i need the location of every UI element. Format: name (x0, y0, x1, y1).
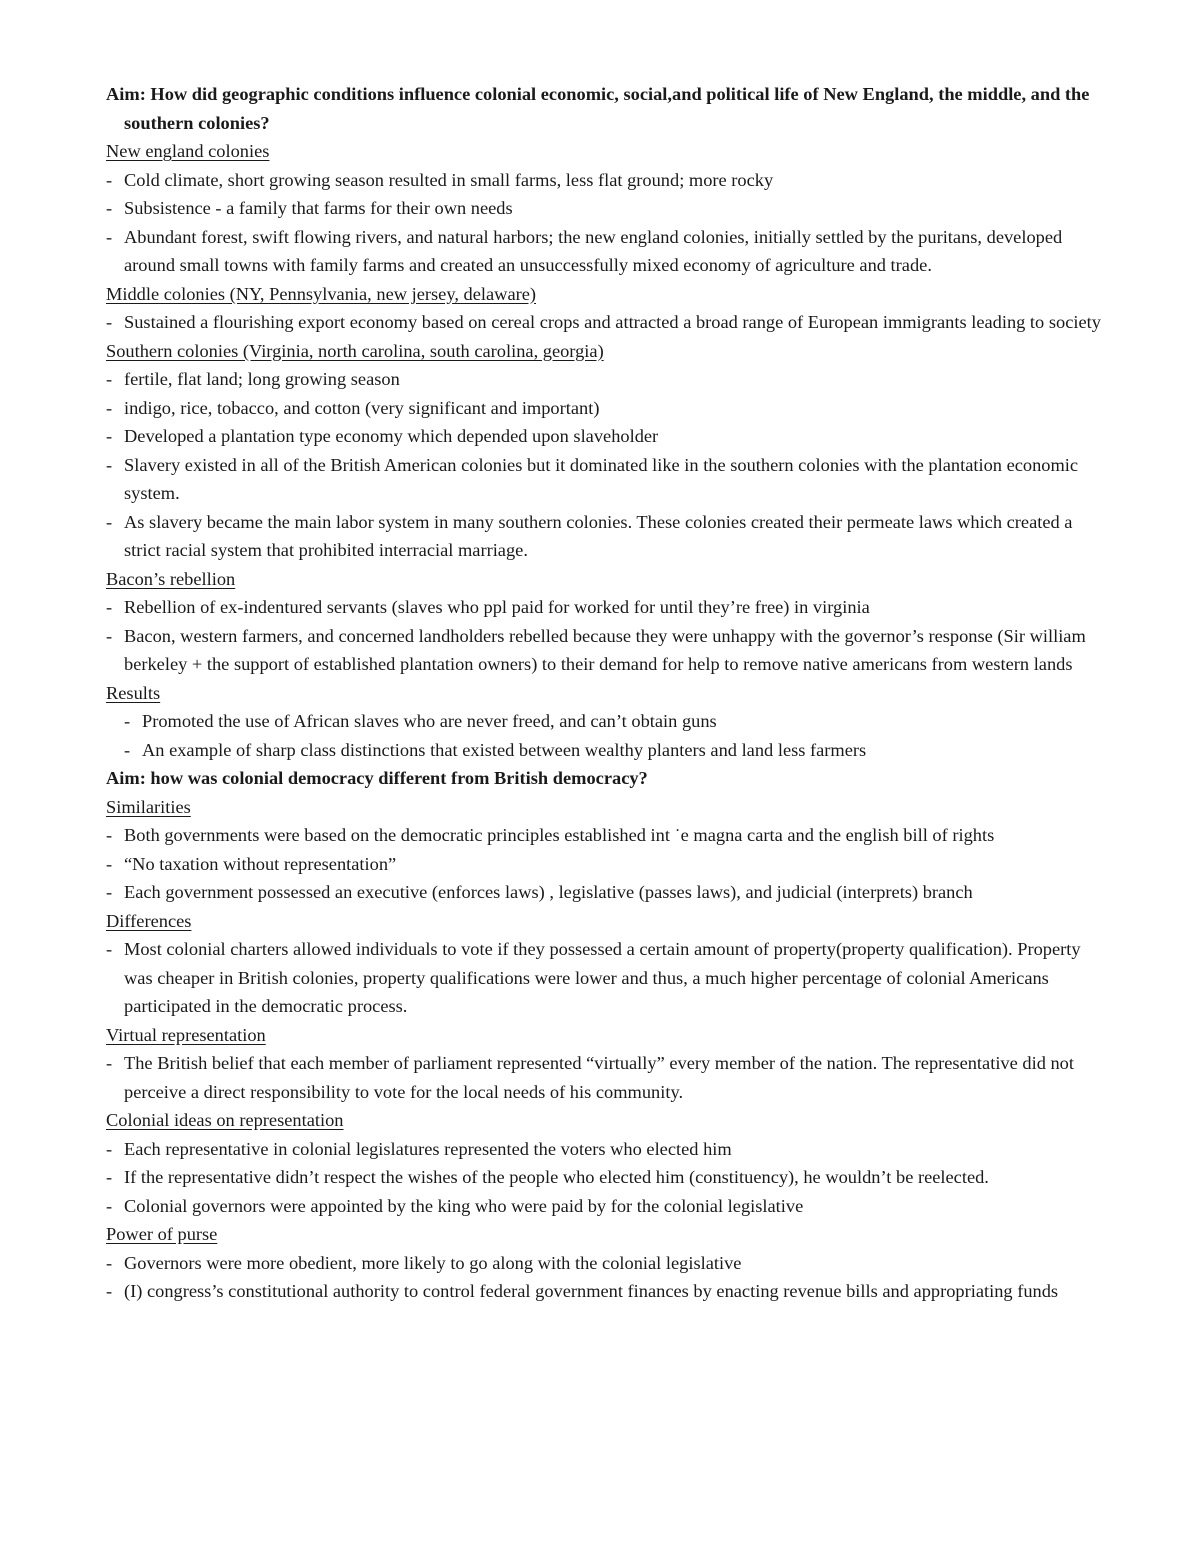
bullet-dash: - (106, 1195, 113, 1216)
list-item: - Governors were more obedient, more likely to go along with the colonial legislative (106, 1249, 1106, 1278)
bullet-dash: - (124, 711, 131, 731)
section-heading-differences: Differences (106, 910, 192, 931)
bullet-dash: - (106, 1053, 113, 1073)
list-item: - Subsistence - a family that farms for their own needs (106, 194, 1106, 223)
bullet-dash: - (106, 882, 113, 902)
list-item: - Promoted the use of African slaves who are never freed, and can’t obtain guns (106, 707, 1106, 736)
list-item: - As slavery became the main labor system in many southern colonies. These colonies created their permeate laws which created a strict racial system that prohibited interracial marriage. (106, 508, 1106, 565)
bullet-dash: - (106, 369, 113, 389)
section-heading-southern: Southern colonies (Virginia, north carolina, south carolina, georgia) (106, 340, 604, 361)
list-item: - Both governments were based on the democratic principles established int ˙e magna carta and the english bill of rights (106, 821, 1106, 850)
bullet-dash: - (106, 1281, 113, 1301)
bullet-dash: - (106, 1252, 113, 1273)
bullet-dash: - (106, 454, 113, 475)
bullet-dash: - (106, 625, 113, 646)
bullet-dash: - (106, 397, 113, 418)
bullet-dash: - (106, 169, 113, 190)
section-heading-middle: Middle colonies (NY, Pennsylvania, new jersey, delaware) (106, 283, 537, 304)
aim-heading-2: Aim: how was colonial democracy different from British democracy? (106, 768, 648, 788)
bullet-dash: - (106, 426, 113, 446)
bullet-dash: - (124, 739, 131, 760)
list-item: - The British belief that each member of parliament represented “virtually” every member of the nation. The representative did not perceive a direct responsibility to vote for the local needs of his community. (106, 1049, 1106, 1106)
bullet-dash: - (106, 853, 113, 874)
bullet-dash: - (106, 511, 113, 532)
bullet-dash: - (106, 939, 113, 959)
aim-heading-1: Aim: How did geographic conditions influence colonial economic, social,and political life of New England, the middle, and the southern colonies? (106, 84, 1090, 133)
list-item: - Rebellion of ex-indentured servants (slaves who ppl paid for worked for until they’re free) in virginia (106, 593, 1106, 622)
list-item: - “No taxation without representation” (106, 850, 1106, 879)
section-heading-virtual: Virtual representation (106, 1024, 266, 1045)
list-item: - Each government possessed an executive (enforces laws) , legislative (passes laws), and judicial (interprets) branch (106, 878, 1106, 907)
list-item: - An example of sharp class distinctions that existed between wealthy planters and land less farmers (106, 736, 1106, 765)
list-item: - If the representative didn’t respect the wishes of the people who elected him (constituency), he wouldn’t be reelected. (106, 1163, 1106, 1192)
list-item: - Developed a plantation type economy which depended upon slaveholder (106, 422, 1106, 451)
list-item: - Colonial governors were appointed by the king who were paid by for the colonial legislative (106, 1192, 1106, 1221)
section-heading-results: Results (106, 682, 161, 703)
bullet-dash: - (106, 226, 113, 247)
notes-content (106, 80, 1106, 1306)
list-item: - Cold climate, short growing season resulted in small farms, less flat ground; more rocky (106, 166, 1106, 195)
section-heading-purse: Power of purse (106, 1224, 218, 1244)
list-item: - Slavery existed in all of the British American colonies but it dominated like in the southern colonies with the plantation economic system. (106, 451, 1106, 508)
list-item: - (I) congress’s constitutional authority to control federal government finances by enacting revenue bills and appropriating funds (106, 1277, 1106, 1306)
bullet-dash: - (106, 312, 113, 332)
list-item: - Abundant forest, swift flowing rivers, and natural harbors; the new england colonies, initially settled by the puritans, developed around small towns with family farms and created an unsuccessfully mixed economy of agriculture and trade. (106, 223, 1106, 280)
section-heading-bacon: Bacon’s rebellion (106, 568, 236, 589)
bullet-dash: - (106, 1138, 113, 1159)
section-heading-colonial-ideas: Colonial ideas on representation (106, 1110, 344, 1130)
section-heading-similarities: Similarities (106, 796, 191, 817)
list-item: - Bacon, western farmers, and concerned landholders rebelled because they were unhappy with the governor’s response (Sir william berkeley + the support of established plantation owners) to their demand for help to remove native americans from western lands (106, 622, 1106, 679)
list-item: - Each representative in colonial legislatures represented the voters who elected him (106, 1135, 1106, 1164)
list-item: - fertile, flat land; long growing season (106, 365, 1106, 394)
bullet-dash: - (106, 198, 113, 218)
list-item: - indigo, rice, tobacco, and cotton (very significant and important) (106, 394, 1106, 423)
list-item: - Sustained a flourishing export economy based on cereal crops and attracted a broad range of European immigrants leading to society (106, 308, 1106, 337)
bullet-dash: - (106, 597, 113, 617)
bullet-dash: - (106, 825, 113, 845)
bullet-dash: - (106, 1167, 113, 1187)
list-item: - Most colonial charters allowed individuals to vote if they possessed a certain amount of property(property qualification). Property was cheaper in British colonies, property qualifications were lower and thus, a much higher percentage of colonial Americans participated in the democratic process. (106, 935, 1106, 1021)
section-heading-new-england: New england colonies (106, 141, 270, 161)
